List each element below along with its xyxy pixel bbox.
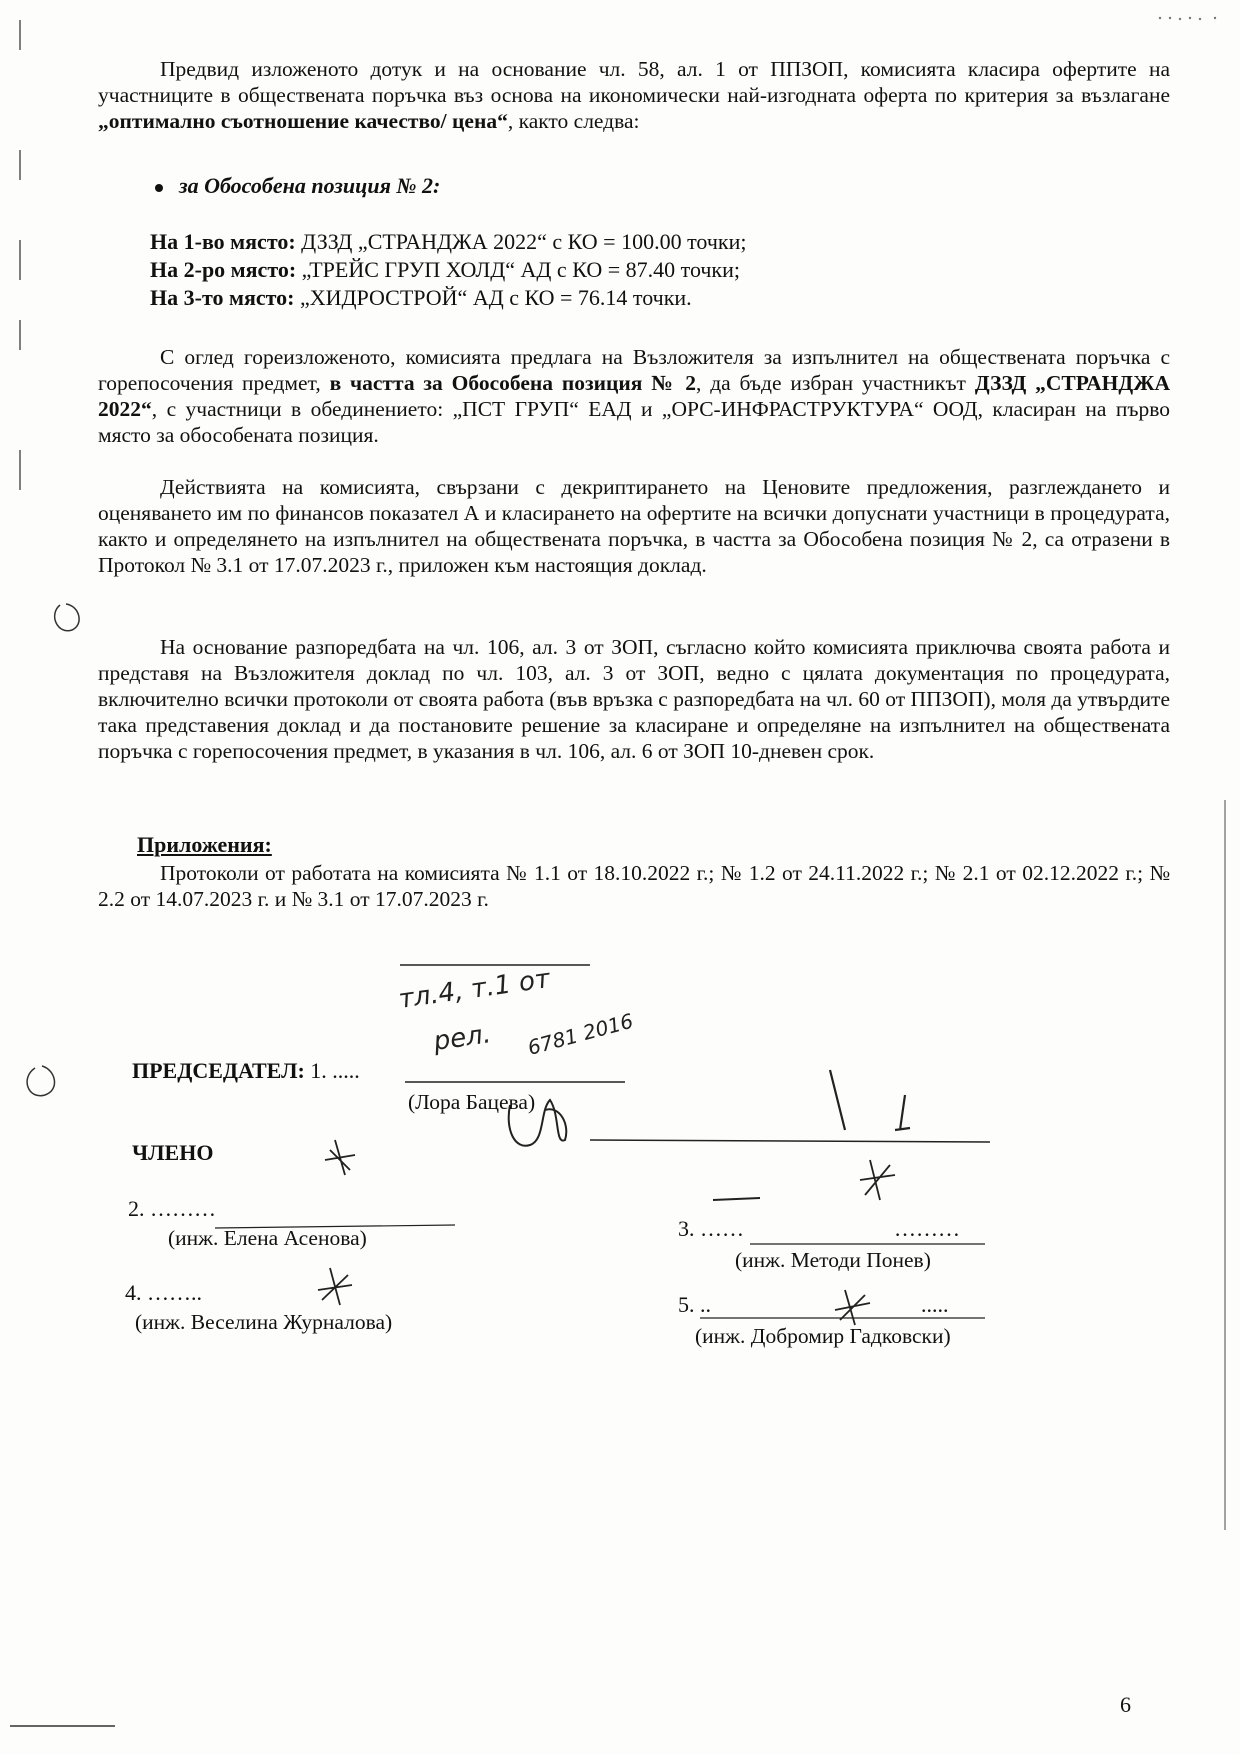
member-3-num: 3. …… ………: [678, 1216, 960, 1241]
punch-hole-mark: [27, 1066, 54, 1096]
annotation-line-3: 6781 2016: [525, 1008, 636, 1060]
top-right-dots: [1159, 17, 1216, 20]
intro-paragraph: Предвид изложеното дотук и на основание чл. 58, ал. 1 от ППЗОП, комисията класира офертите на участниците в обществената поръчка въз основа на икономически най-изгодната оферта по критерия за възлагане „оптимално съотношение качество/ цена“, както следва:: [98, 57, 1170, 133]
chairman-row: ПРЕДСЕДАТЕЛ: 1. .....: [132, 1058, 360, 1083]
initials-mark: [325, 1140, 355, 1175]
member-2-num: 2. ………: [128, 1196, 216, 1221]
punch-hole-mark: [55, 604, 79, 631]
dash-mark: [713, 1198, 760, 1200]
attachments-heading: Приложения:: [137, 832, 272, 857]
initials-mark: [318, 1268, 352, 1305]
actions-paragraph: Действията на комисията, свързани с декриптирането на Ценовите предложения, разглеждането и оценяването им по финансов показател А и класирането на офертите на всички допуснати участници в процедурата, както и определянето на изпълнител на обществената поръчка, в частта за Обособена позиция № 2, са отразени в Протокол № 3.1 от 17.07.2023 г., приложен към настоящия доклад.: [98, 475, 1170, 577]
lot-bullet: за Обособена позиция № 2:: [155, 173, 440, 199]
ranking-row-3: На 3-то място: „ХИДРОСТРОЙ“ АД с КО = 76.14 точки.: [150, 285, 692, 310]
member-4-num: 4. ……..: [125, 1280, 202, 1305]
basis-paragraph: На основание разпоредбата на чл. 106, ал. 3 от ЗОП, съгласно който комисията приключва своята работа и представя на Възложителя доклад по чл. 103, ал. 3 от ЗОП, ведно с цялата документация по процедурата, включително всички протоколи от своята работа (във връзка с разпоредбата на чл. 60 от ППЗОП), моля да утвърдите така представения доклад и да постановите решение за класиране и определяне на изпълнител на обществената поръчка с горепосочения предмет, в указания в чл. 106, ал. 6 от ЗОП 10-дневен срок.: [98, 635, 1170, 763]
attachments-paragraph: Протоколи от работата на комисията № 1.1 от 18.10.2022 г.; № 1.2 от 24.11.2022 г.; № 2.1 от 02.12.2022 г.; № 2.2 от 14.07.2023 г. и № 3.1 от 17.07.2023 г.: [98, 861, 1170, 911]
ranking-row-1: На 1-во място: ДЗЗД „СТРАНДЖА 2022“ с КО = 100.00 точки;: [150, 229, 747, 254]
initials-mark: [860, 1160, 895, 1200]
member-5-name: (инж. Добромир Гадковски): [695, 1324, 951, 1348]
member-4-name: (инж. Веселина Журналова): [135, 1310, 393, 1334]
members-label: ЧЛЕНО: [132, 1140, 214, 1165]
page-number: 6: [1120, 1692, 1131, 1717]
chairman-name: (Лора Бацева): [408, 1090, 536, 1114]
member-signature-strokes: [830, 1070, 910, 1130]
bullet-icon: [155, 184, 163, 192]
member-3-name: (инж. Методи Понев): [735, 1248, 931, 1272]
ranking-row-2: На 2-ро място: „ТРЕЙС ГРУП ХОЛД“ АД с КО = 87.40 точки;: [150, 257, 741, 282]
annotation-line-1: тл.4, т.1 от: [396, 964, 552, 1015]
proposal-paragraph: С оглед гореизложеното, комисията предлага на Възложителя за изпълнител на обществената поръчка с горепосочения предмет, в частта за Обособена позиция № 2, да бъде избран участникът ДЗЗД „СТРАНДЖА 2022“, с участници в обединението: „ПСТ ГРУП“ ЕАД и „ОРС-ИНФРАСТРУКТУРА“ ООД, класиран на първо място за обособената позиция.: [98, 345, 1170, 447]
member-2-name: (инж. Елена Асенова): [168, 1226, 367, 1250]
member-divider: [590, 1140, 990, 1142]
handwritten-annotation: [380, 960, 680, 1090]
member-5-num: 5. .. .....: [678, 1292, 949, 1317]
annotation-line-2: рел.: [431, 1019, 493, 1057]
